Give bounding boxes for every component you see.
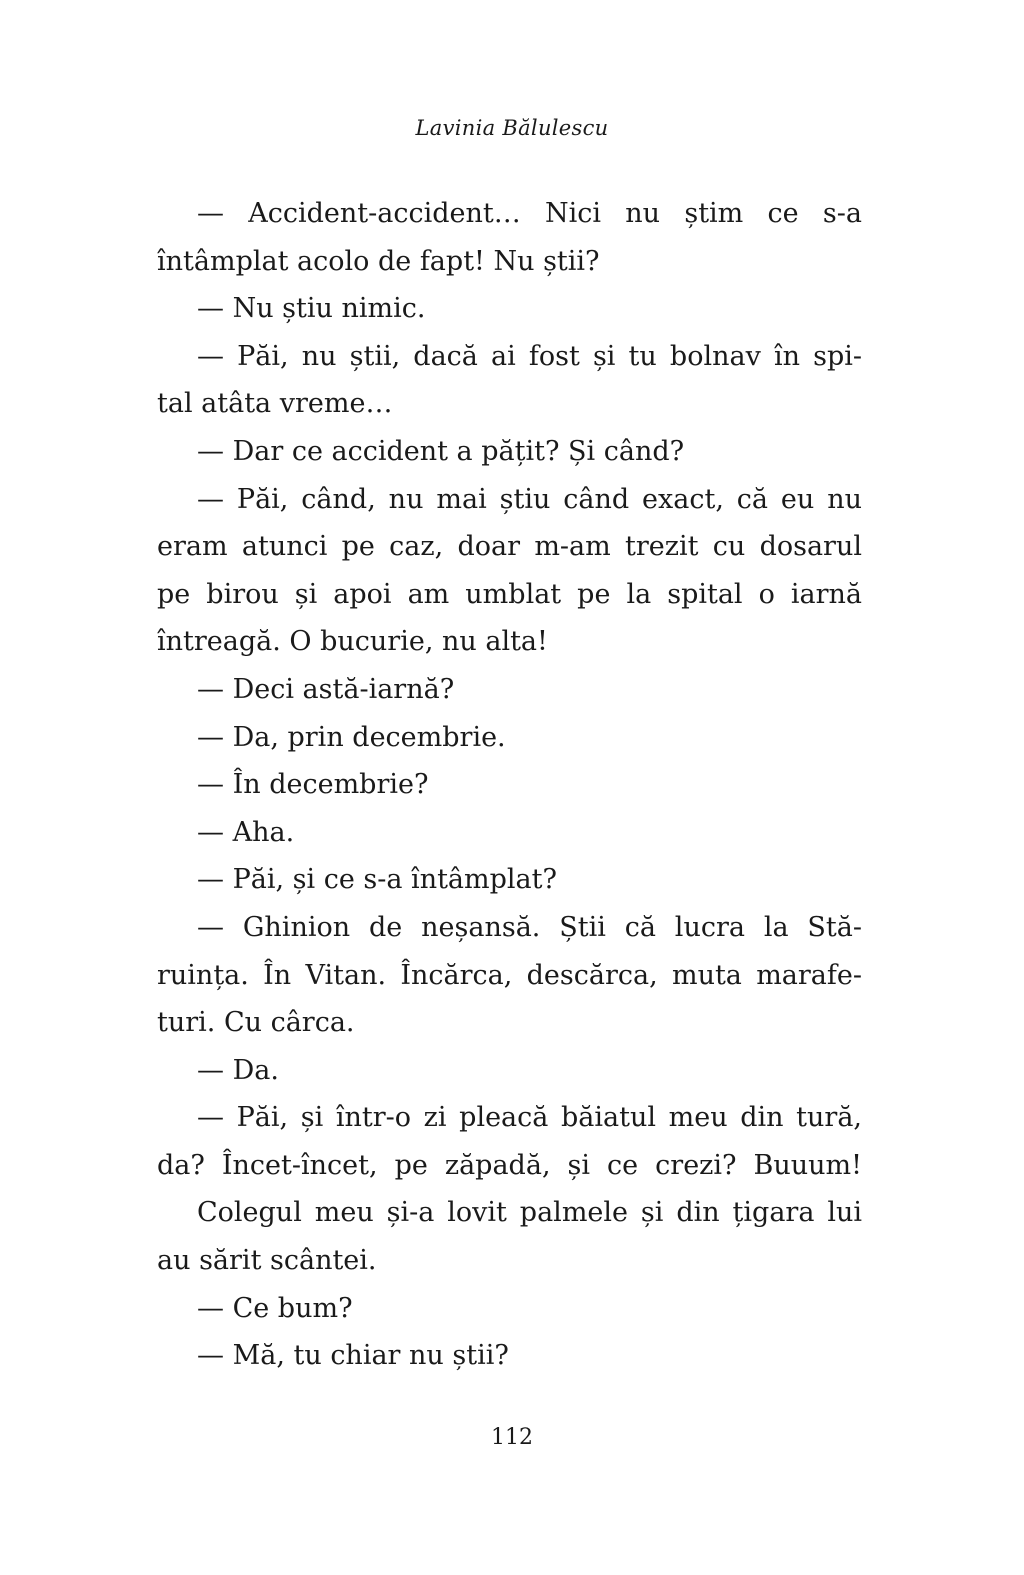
text-line: — Păi, și ce s-a întâmplat? — [197, 864, 557, 896]
text-line: Colegul meu și-a lovit palmele și din țigara lui — [197, 1197, 862, 1229]
text-line: — În decembrie? — [197, 769, 429, 801]
text-line: — Aha. — [197, 816, 295, 848]
text-line: — Ghinion de neșansă. Știi că lucra la Stă- — [197, 911, 862, 943]
text-line: întâmplat acolo de fapt! Nu știi? — [157, 245, 600, 277]
text-line: — Dar ce accident a pățit? Și când? — [197, 435, 685, 467]
text-line: — Da. — [197, 1054, 279, 1086]
text-line: da? Încet-încet, pe zăpadă, și ce crezi? Buuum! — [157, 1149, 862, 1181]
text-line: — Ce bum? — [197, 1292, 353, 1324]
text-line: — Mă, tu chiar nu știi? — [197, 1340, 509, 1372]
page-number: 112 — [491, 1425, 533, 1450]
text-line: — Deci astă-iarnă? — [197, 673, 455, 705]
text-line: pe birou și apoi am umblat pe la spital o iarnă — [157, 578, 862, 610]
text-line: eram atunci pe caz, doar m-am trezit cu dosarul — [157, 531, 862, 563]
text-line: — Nu știu nimic. — [197, 293, 426, 325]
text-line: — Da, prin decembrie. — [197, 721, 506, 753]
text-line: întreagă. O bucurie, nu alta! — [157, 626, 548, 658]
text-line: turi. Cu cârca. — [157, 1007, 355, 1039]
text-line: tal atâta vreme… — [157, 388, 393, 420]
running-head-author: Lavinia Bălulescu — [415, 116, 609, 140]
text-line: — Accident-accident… Nici nu știm ce s-a — [197, 198, 862, 229]
body-text — [157, 190, 862, 1380]
text-line: ruința. În Vitan. Încărca, descărca, muta marafe- — [157, 959, 862, 991]
text-line: au sărit scântei. — [157, 1245, 377, 1277]
text-line: — Păi, nu știi, dacă ai fost și tu bolnav în spi- — [197, 340, 862, 372]
text-line: — Păi, când, nu mai știu când exact, că eu nu — [197, 483, 862, 515]
text-line: — Păi, și într-o zi pleacă băiatul meu din tură, — [197, 1102, 862, 1134]
